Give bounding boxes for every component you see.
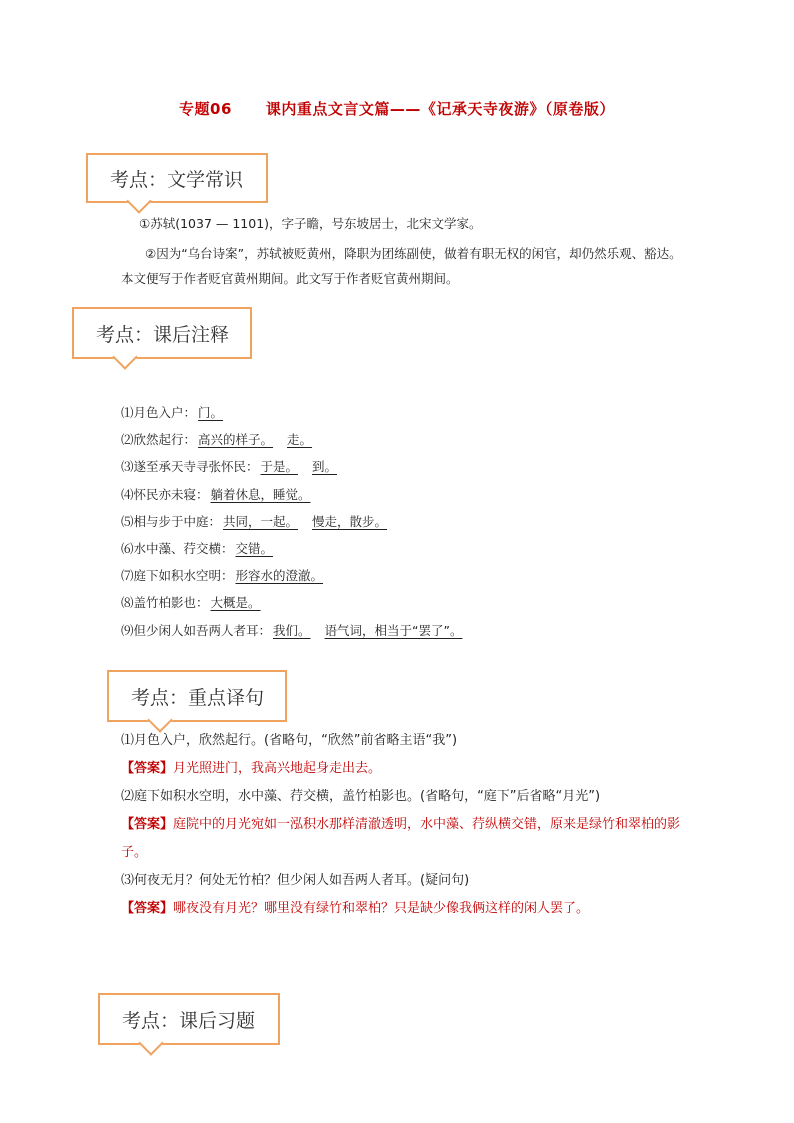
answer-text: 哪夜没有月光？哪里没有绿竹和翠柏？只是缺少像我俩这样的闲人罢了。 [173,901,590,916]
note-meaning: 躺着休息，睡觉。 [210,486,311,502]
section-label: 考点：课后注释 [96,323,230,346]
answer-text: 庭院中的月光宛如一泓积水那样清澈透明，水中藻、荇纵横交错，原来是绿竹和翠柏的影子。 [121,817,681,860]
note-term: ⑴月色入户： [121,405,197,420]
note-term: ⑵欣然起行： [121,432,197,448]
note-meaning: 共同，一起。 [223,513,299,529]
note-item [121,457,337,475]
answer-tag: 【答案】 [121,761,174,776]
note-term: ⑺庭下如积水空明： [121,568,234,584]
note-meaning: 高兴的样子。 [198,432,274,448]
note-item [121,539,273,557]
translation-answer [121,755,689,783]
note-meaning: 形容水的澄澈。 [235,568,324,584]
note-meaning-2: 到。 [312,459,338,475]
note-meaning-2: 走。 [287,432,313,448]
translation-answer [121,895,689,923]
note-item [121,430,312,448]
section-label: 考点：文学常识 [110,168,244,191]
note-item [121,621,462,639]
note-meaning-2: 慢走，散步。 [312,513,388,529]
note-meaning: 于是。 [260,459,299,475]
note-term: ⑼但少闲人如吾两人者耳： [121,622,272,638]
note-item [121,512,387,530]
section-header-exercises [98,993,280,1045]
translation-block [121,727,689,923]
note-item [121,403,223,421]
literature-paragraph-1: ①苏轼(1037 — 1101)，字子瞻，号东坡居士，北宋文学家。 [139,216,482,231]
section-header-notes [72,307,252,359]
translation-question: ⑶何夜无月？何处无竹柏？但少闲人如吾两人者耳。(疑问句) [121,873,470,888]
note-term: ⑷怀民亦未寝： [121,486,209,502]
callout-pointer [126,188,151,213]
answer-text: 月光照进门，我高兴地起身走出去。 [173,761,382,776]
answer-tag: 【答案】 [121,817,174,832]
translation-question: ⑵庭下如积水空明，水中藻、荇交横，盖竹柏影也。(省略句，“庭下”后省略“月光”) [121,789,601,804]
callout-pointer [112,344,137,369]
note-meaning: 大概是。 [210,595,261,611]
section-header-literature [86,153,268,203]
note-term: ⑸相与步于中庭： [121,513,222,529]
answer-tag: 【答案】 [121,901,174,916]
note-item [121,485,311,503]
section-header-translations [107,670,287,722]
note-meaning: 我们。 [273,622,311,638]
translation-answer [121,811,689,867]
note-item [121,593,261,611]
title-topic-number: 专题06 [179,100,232,118]
note-term: ⑹水中藻、荇交横： [121,541,234,556]
callout-pointer [138,1030,163,1055]
title-text: 课内重点文言文篇——《记承天寺夜游》（原卷版） [265,100,615,118]
note-meaning-2: 语气词，相当于“罢了”。 [324,622,463,638]
note-meaning: 门。 [198,405,224,420]
note-term: ⑶遂至承天寺寻张怀民： [121,459,259,475]
section-label: 考点：重点译句 [131,686,265,709]
section-label: 考点：课后习题 [122,1009,256,1032]
page-title [0,98,794,119]
translation-question: ⑴月色入户，欣然起行。(省略句，“欣然”前省略主语“我”) [121,733,458,748]
note-meaning: 交错。 [235,541,274,556]
note-item [121,566,323,584]
literature-paragraph-2: ②因为“乌台诗案”，苏轼被贬黄州，降职为团练副使，做着有职无权的闲官，却仍然乐观、豁达。本文便写于作者贬官黄州期间。此文写于作者贬官黄州期间。 [121,246,682,286]
note-term: ⑻盖竹柏影也： [121,595,209,611]
